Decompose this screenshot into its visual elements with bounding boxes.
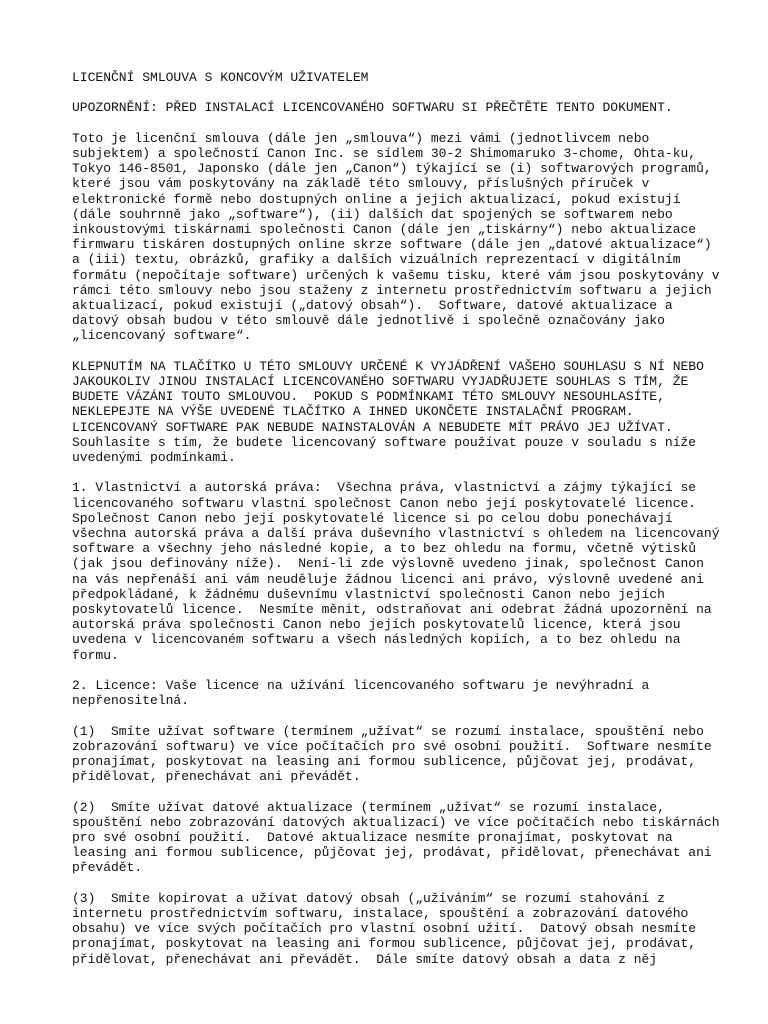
text-line: předpokládané, k žádnému duševnímu vlastnictví společnosti Canon nebo jejích xyxy=(72,586,665,602)
text-line: BUDETE VÁZÁNI TOUTO SMLOUVOU. POKUD S PODMÍNKAMI TÉTO SMLOUVY NESOUHLASÍTE, xyxy=(72,389,665,405)
text-line: formátu (nepočítaje software) určených k vašemu tisku, které vám jsou poskytovány v xyxy=(72,267,720,283)
text-line: LICENCOVANÝ SOFTWARE PAK NEBUDE NAINSTALOVÁN A NEBUDETE MÍT PRÁVO JEJ UŽÍVAT. xyxy=(72,419,673,435)
text-line: (jak jsou definovány níže). Není-li zde výslovně uvedeno jinak, společnost Canon xyxy=(72,556,704,572)
paragraph-section-2-3 xyxy=(72,891,712,967)
text-line: uvedena v licencovaném softwaru a všech následných kopiích, a to bez ohledu na xyxy=(72,632,681,648)
text-line: internetu prostřednictvím softwaru, instalace, spouštění a zobrazování datového xyxy=(72,906,689,922)
text-line: Tokyo 146-8501, Japonsko (dále jen „Canon“) týkající se (i) softwarových programů, xyxy=(72,161,712,177)
text-line: na vás nepřenáší ani vám neuděluje žádnou licenci ani právo, výslovně uvedené ani xyxy=(72,571,704,587)
paragraph-section-2-1 xyxy=(72,724,712,785)
text-line: pro své osobní použití. Datové aktualizace nesmíte pronajímat, poskytovat na xyxy=(72,830,673,846)
text-line: KLEPNUTÍM NA TLAČÍTKO U TÉTO SMLOUVY URČENÉ K VYJÁDŘENÍ VAŠEHO SOUHLASU S NÍ NEBO xyxy=(72,358,704,374)
text-line: přidělovat, přenechávat ani převádět. xyxy=(72,769,361,785)
text-line: datový obsah budou v této smlouvě dále jednotlivě i společně označovány jako xyxy=(72,313,665,329)
text-line: (dále souhrnně jako „software“), (ii) dalších dat spojených se softwarem nebo xyxy=(72,206,673,222)
text-line: autorská práva společnosti Canon nebo jejích poskytovatelů licence, která jsou xyxy=(72,617,681,633)
text-line: zobrazování softwaru) ve více počítačích pro své osobní použití. Software nesmíte xyxy=(72,738,712,754)
text-line: (2) Smíte užívat datové aktualizace (termínem „užívat“ se rozumí instalace, xyxy=(72,799,665,815)
text-line: NEKLEPEJTE NA VÝŠE UVEDENÉ TLAČÍTKO A IHNED UKONČETE INSTALAČNÍ PROGRAM. xyxy=(72,404,634,420)
document-page xyxy=(72,70,720,982)
text-line: obsahu) ve více svých počítačích pro vlastní osobní užití. Datový obsah nesmíte xyxy=(72,921,697,937)
text-line: aktualizací, pokud existují („datový obsah“). Software, datové aktualizace a xyxy=(72,298,673,314)
text-line: Souhlasíte s tím, že budete licencovaný software používat pouze v souladu s níže xyxy=(72,434,697,450)
text-line: přidělovat, přenechávat ani převádět. Dále smíte datový obsah a data z něj xyxy=(72,951,658,967)
paragraph-warning xyxy=(72,100,712,115)
text-line: subjektem) a společností Canon Inc. se sídlem 30-2 Shimomaruko 3-chome, Ohta-ku, xyxy=(72,145,697,161)
text-line: které jsou vám poskytovány na základě této smlouvy, příslušných příruček v xyxy=(72,176,650,192)
text-line: všechna autorská práva a další práva duševního vlastnictví s ohledem na licencovaný xyxy=(72,526,720,542)
text-line: firmwaru tiskáren dostupných online skrze software (dále jen „datové aktualizace“) xyxy=(72,237,712,253)
text-line: nepřenositelná. xyxy=(72,693,190,709)
text-line: poskytovatelů licence. Nesmíte měnit, odstraňovat ani odebrat žádná upozornění na xyxy=(72,602,712,618)
paragraph-section-2 xyxy=(72,678,712,708)
text-line: JAKOUKOLIV JINOU INSTALACÍ LICENCOVANÉHO SOFTWARU VYJADŘUJETE SOUHLAS S TÍM, ŽE xyxy=(72,374,689,390)
text-line: pronajímat, poskytovat na leasing ani formou sublicence, půjčovat jej, prodávat, xyxy=(72,754,697,770)
text-line: 2. Licence: Vaše licence na užívání licencovaného softwaru je nevýhradní a xyxy=(72,678,650,694)
text-line: LICENČNÍ SMLOUVA S KONCOVÝM UŽIVATELEM xyxy=(72,70,369,85)
paragraph-section-2-2 xyxy=(72,799,720,876)
text-line: software a všechny jeho následné kopie, a to bez ohledu na formu, včetně výtisků xyxy=(72,541,697,557)
text-line: a (iii) textu, obrázků, grafiky a dalších vizuálních reprezentací v digitálním xyxy=(72,252,681,268)
text-line: Společnost Canon nebo její poskytovatelé licence si po celou dobu ponechávají xyxy=(72,510,673,526)
paragraph-title xyxy=(72,70,712,85)
paragraph-intro xyxy=(72,130,720,344)
text-line: Toto je licenční smlouva (dále jen „smlouva“) mezi vámi (jednotlivcem nebo xyxy=(72,130,650,146)
text-line: leasing ani formou sublicence, půjčovat jej, prodávat, přidělovat, přenechávat ani xyxy=(72,845,712,861)
text-line: UPOZORNĚNÍ: PŘED INSTALACÍ LICENCOVANÉHO SOFTWARU SI PŘEČTĚTE TENTO DOKUMENT. xyxy=(72,100,673,116)
text-line: převádět. xyxy=(72,860,143,876)
text-line: formu. xyxy=(72,647,119,663)
text-line: elektronické formě nebo dostupných online a jejich aktualizací, pokud existují xyxy=(72,191,681,207)
text-line: uvedenými podmínkami. xyxy=(72,450,236,466)
text-line: inkoustovými tiskárnami společnosti Canon (dále jen „tiskárny“) nebo aktualizace xyxy=(72,222,697,237)
text-line: pronajímat, poskytovat na leasing ani formou sublicence, půjčovat jej, prodávat, xyxy=(72,936,697,952)
text-line: (3) Smíte kopírovat a užívat datový obsah („užíváním“ se rozumí stahování z xyxy=(72,890,665,906)
text-line: licencovaného softwaru vlastní společnost Canon nebo její poskytovatelé licence. xyxy=(72,495,697,511)
text-line: (1) Smíte užívat software (termínem „užívat“ se rozumí instalace, spouštění nebo xyxy=(72,723,704,739)
paragraph-section-1 xyxy=(72,480,720,663)
text-line: 1. Vlastnictví a autorská práva: Všechna práva, vlastnictví a zájmy týkající se xyxy=(72,480,697,496)
text-line: „licencovaný software“. xyxy=(72,328,252,344)
paragraph-consent xyxy=(72,359,712,465)
text-line: spouštění nebo zobrazování datových aktualizací) ve více počítačích nebo tiskárnách xyxy=(72,814,720,830)
text-line: rámci této smlouvy nebo jsou staženy z internetu prostřednictvím softwaru a jejich xyxy=(72,282,712,298)
